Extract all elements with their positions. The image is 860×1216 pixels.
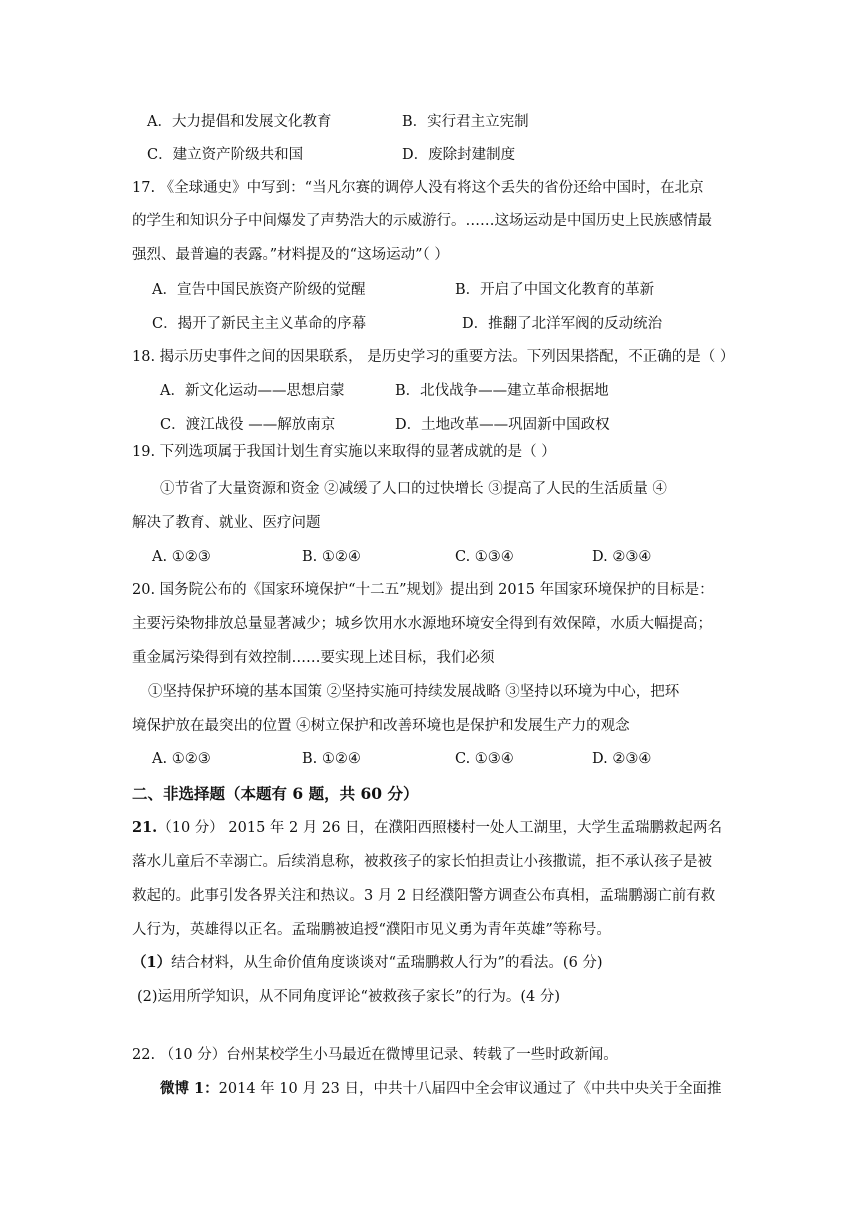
q20-stem-line2: 主要污染物排放总量显著减少；城乡饮用水水源地环境安全得到有效保障，水质大幅提高； — [132, 616, 712, 632]
q20-stem-line3: 重金属污染得到有效控制……要实现上述目标，我们必须 — [132, 650, 495, 666]
q19-option-d: D. ②③④ — [592, 549, 652, 565]
q16-option-a: A．大力提倡和发展文化教育 — [147, 114, 332, 130]
q19-option-b: B. ①②④ — [302, 549, 361, 565]
q21-number: 21. — [132, 819, 158, 836]
q18-option-d: D．土地改革——巩固新中国政权 — [395, 417, 610, 433]
q17-option-b: B．开启了中国文化教育的革新 — [455, 282, 655, 298]
q17-option-c: C．揭开了新民主主义革命的序幕 — [152, 316, 367, 332]
q16-option-b: B．实行君主立宪制 — [402, 114, 529, 130]
q21-stem-line1 — [132, 818, 722, 838]
q20-choices-line1: ①坚持保护环境的基本国策 ②坚持实施可持续发展战略 ③坚持以环境为中心，把环 — [148, 684, 680, 700]
q21-subquestion-2: (2)运用所学知识，从不同角度评论“被救孩子家长”的行为。(4 分) — [137, 989, 561, 1005]
q19-choices-line1: ①节省了大量资源和资金 ②减缓了人口的过快增长 ③提高了人民的生活质量 ④ — [160, 481, 667, 497]
q17-option-a: A．宣告中国民族资产阶级的觉醒 — [152, 282, 366, 298]
section-heading: 二、非选择题（本题有 6 题，共 60 分） — [132, 784, 419, 803]
q17-stem-line1: 17. 《全球通史》中写到：“当凡尔赛的调停人没有将这个丢失的省份还给中国时，在北京 — [132, 180, 704, 196]
q18-stem-line1: 18. 揭示历史事件之间的因果联系， 是历史学习的重要方法。下列因果搭配，不正确的是（ ） — [132, 349, 735, 365]
q20-option-d: D. ②③④ — [592, 751, 652, 767]
q20-choices-line2: 境保护放在最突出的位置 ④树立保护和改善环境也是保护和发展生产力的观念 — [132, 718, 630, 734]
q18-option-b: B．北伐战争——建立革命根据地 — [395, 383, 609, 399]
q17-option-d: D．推翻了北洋军阀的反动统治 — [462, 316, 663, 332]
q20-option-c: C. ①③④ — [455, 751, 514, 767]
q21-sub1-text: 结合材料，从生命价值角度谈谈对“孟瑞鹏救人行为”的看法。(6 分) — [171, 955, 603, 971]
q17-stem-line3: 强烈、最普遍的表露。”材料提及的“这场运动”（ ） — [132, 247, 449, 263]
q22-weibo-text: 2014 年 10 月 23 日，中共十八届四中全会审议通过了《中共中央关于全面推 — [218, 1081, 722, 1097]
q19-choices-line2: 解决了教育、就业、医疗问题 — [132, 515, 321, 531]
q18-option-c: C．渡江战役 ——解放南京 — [160, 417, 336, 433]
q19-option-a: A. ①②③ — [152, 549, 211, 565]
q22-weibo-1 — [160, 1079, 722, 1099]
q19-option-c: C. ①③④ — [455, 549, 514, 565]
q21-subquestion-1 — [132, 953, 603, 973]
q21-stem-line4: 人行为，英雄得以正名。孟瑞鹏被追授“濮阳市见义勇为青年英雄”等称号。 — [132, 922, 611, 938]
q20-option-a: A. ①②③ — [152, 751, 211, 767]
q22-stem-line1: 22. （10 分）台州某校学生小马最近在微博里记录、转载了一些时政新闻。 — [132, 1047, 618, 1063]
q21-sub1-number: （1） — [132, 954, 172, 971]
q20-stem-line1: 20. 国务院公布的《国家环境保护“十二五”规划》提出到 2015 年国家环境保护的目标是： — [132, 582, 714, 598]
q16-option-d: D．废除封建制度 — [402, 147, 516, 163]
q16-option-c: C．建立资产阶级共和国 — [147, 147, 304, 163]
q21-stem-line3: 救起的。此事引发各界关注和热议。3 月 2 日经濮阳警方调查公布真相，孟瑞鹏溺亡前有救 — [132, 888, 716, 904]
q20-option-b: B. ①②④ — [302, 751, 361, 767]
q18-option-a: A．新文化运动——思想启蒙 — [160, 383, 345, 399]
q17-stem-line2: 的学生和知识分子中间爆发了声势浩大的示威游行。……这场运动是中国历史上民族感情最 — [132, 213, 712, 229]
q21-stem-line2: 落水儿童后不幸溺亡。后续消息称，被救孩子的家长怕担责让小孩撒谎，拒不承认孩子是被 — [132, 854, 712, 870]
q21-stem-line1-text: （10 分） 2015 年 2 月 26 日，在濮阳西照楼村一处人工湖里，大学生孟瑞鹏救起两名 — [157, 820, 723, 836]
q19-stem-line1: 19. 下列选项属于我国计划生育实施以来取得的显著成就的是（ ） — [132, 444, 556, 460]
q22-weibo-label: 微博 1： — [160, 1080, 219, 1097]
